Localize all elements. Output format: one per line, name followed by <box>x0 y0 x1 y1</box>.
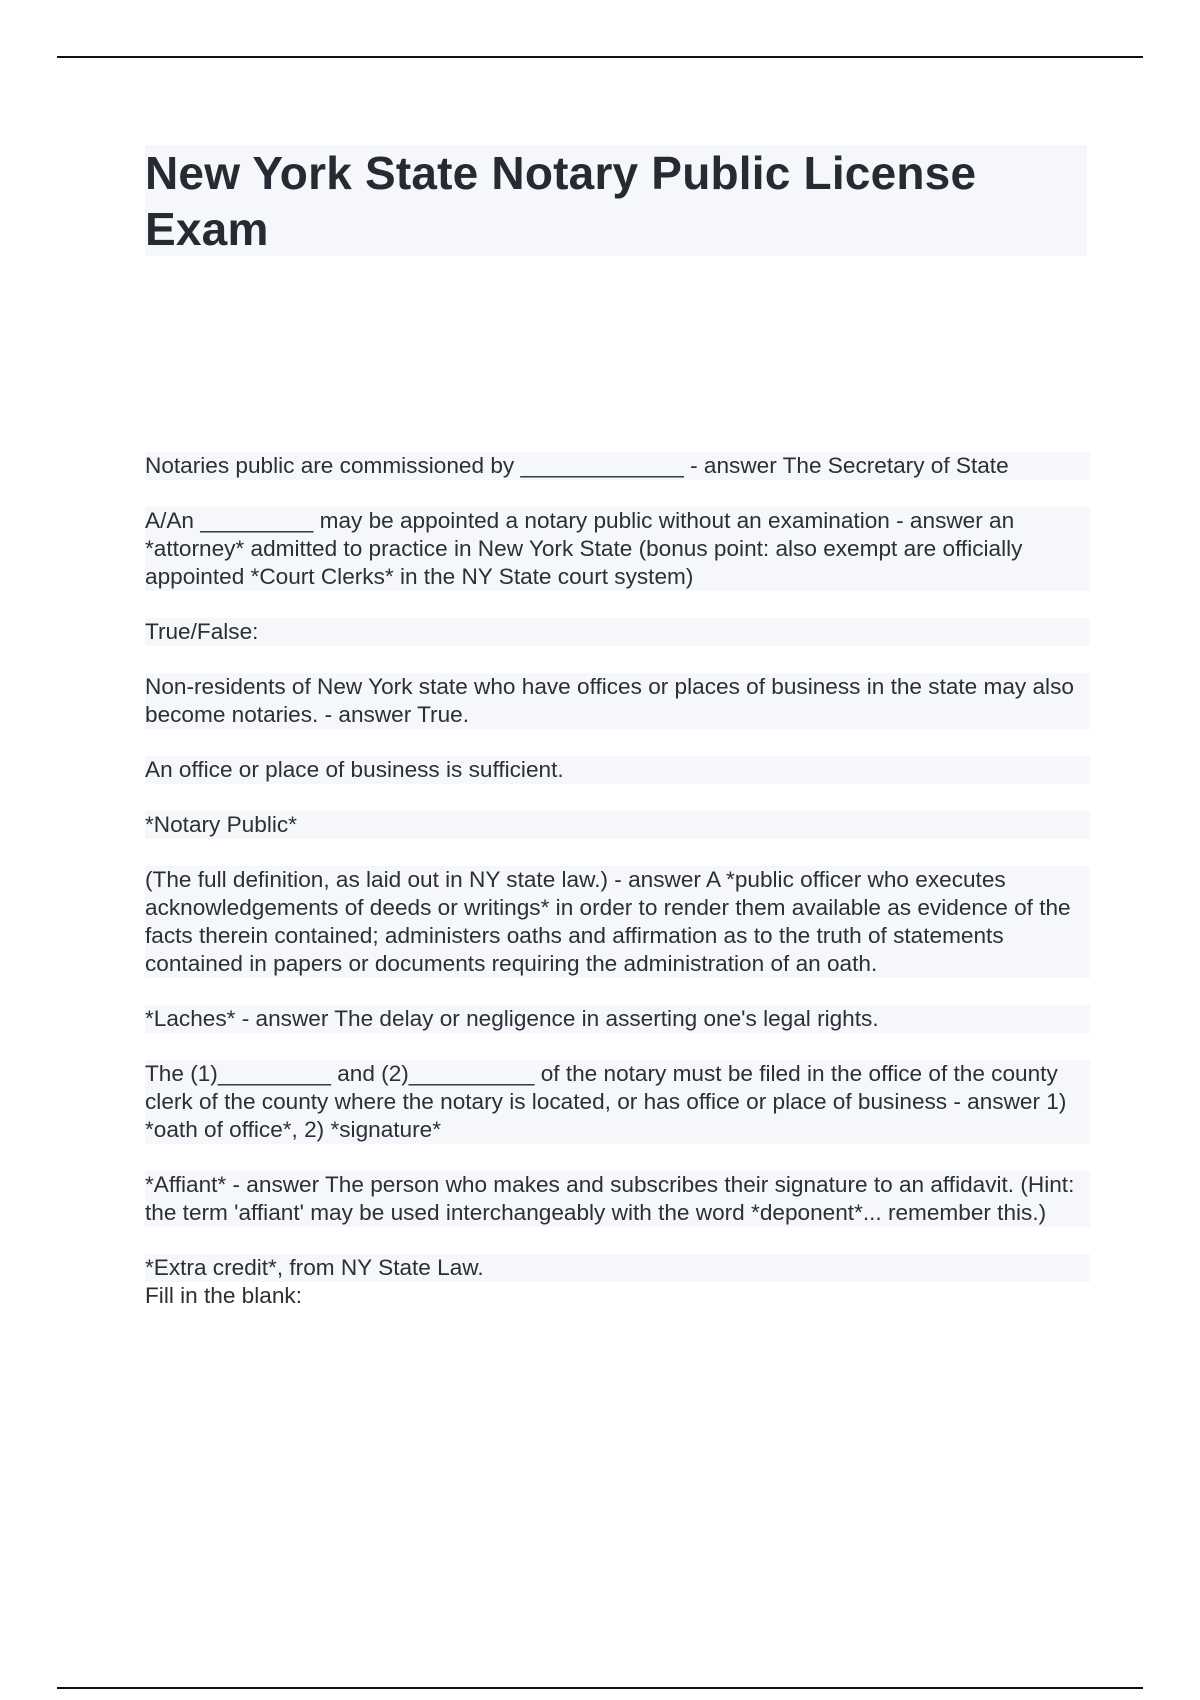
paragraph-non-residents: Non-residents of New York state who have offices or places of business in the state may also become notaries. - answer True. <box>145 673 1090 729</box>
footer-rule <box>57 1687 1143 1689</box>
paragraph-extra-credit: *Extra credit*, from NY State Law. <box>145 1254 1090 1282</box>
paragraph-affiant: *Affiant* - answer The person who makes and subscribes their signature to an affidavit. (Hint: the term 'affiant' may be used interchangeably with the word *deponent*... remember this.) <box>145 1171 1090 1227</box>
title-block <box>145 145 1087 256</box>
paragraph-commissioned-by: Notaries public are commissioned by _____________ - answer The Secretary of State <box>145 452 1090 480</box>
paragraph-office-sufficient: An office or place of business is sufficient. <box>145 756 1090 784</box>
document-body <box>145 452 1090 1337</box>
page-title-line-2: Exam <box>145 203 269 255</box>
paragraph-oath-signature: The (1)_________ and (2)__________ of the notary must be filed in the office of the county clerk of the county where the notary is located, or has office or place of business - answer 1) *oath of office*, 2) *signature* <box>145 1060 1090 1144</box>
header-rule <box>57 56 1143 58</box>
page-title-line-1: New York State Notary Public License <box>145 147 977 199</box>
paragraph-notary-definition: (The full definition, as laid out in NY state law.) - answer A *public officer who executes acknowledgements of deeds or writings* in order to render them available as evidence of the facts therein contained; administers oaths and affirmation as to the truth of statements contained in papers or documents requiring the administration of an oath. <box>145 866 1090 978</box>
paragraph-laches: *Laches* - answer The delay or negligence in asserting one's legal rights. <box>145 1005 1090 1033</box>
paragraph-attorney-exemption: A/An _________ may be appointed a notary public without an examination - answer an *attorney* admitted to practice in New York State (bonus point: also exempt are officially appointed *Court Clerks* in the NY State court system) <box>145 507 1090 591</box>
paragraph-fill-in-blank: Fill in the blank: <box>145 1283 302 1308</box>
page-title <box>145 145 1087 257</box>
paragraph-notary-public-term: *Notary Public* <box>145 811 1090 839</box>
paragraph-true-false: True/False: <box>145 618 1090 646</box>
